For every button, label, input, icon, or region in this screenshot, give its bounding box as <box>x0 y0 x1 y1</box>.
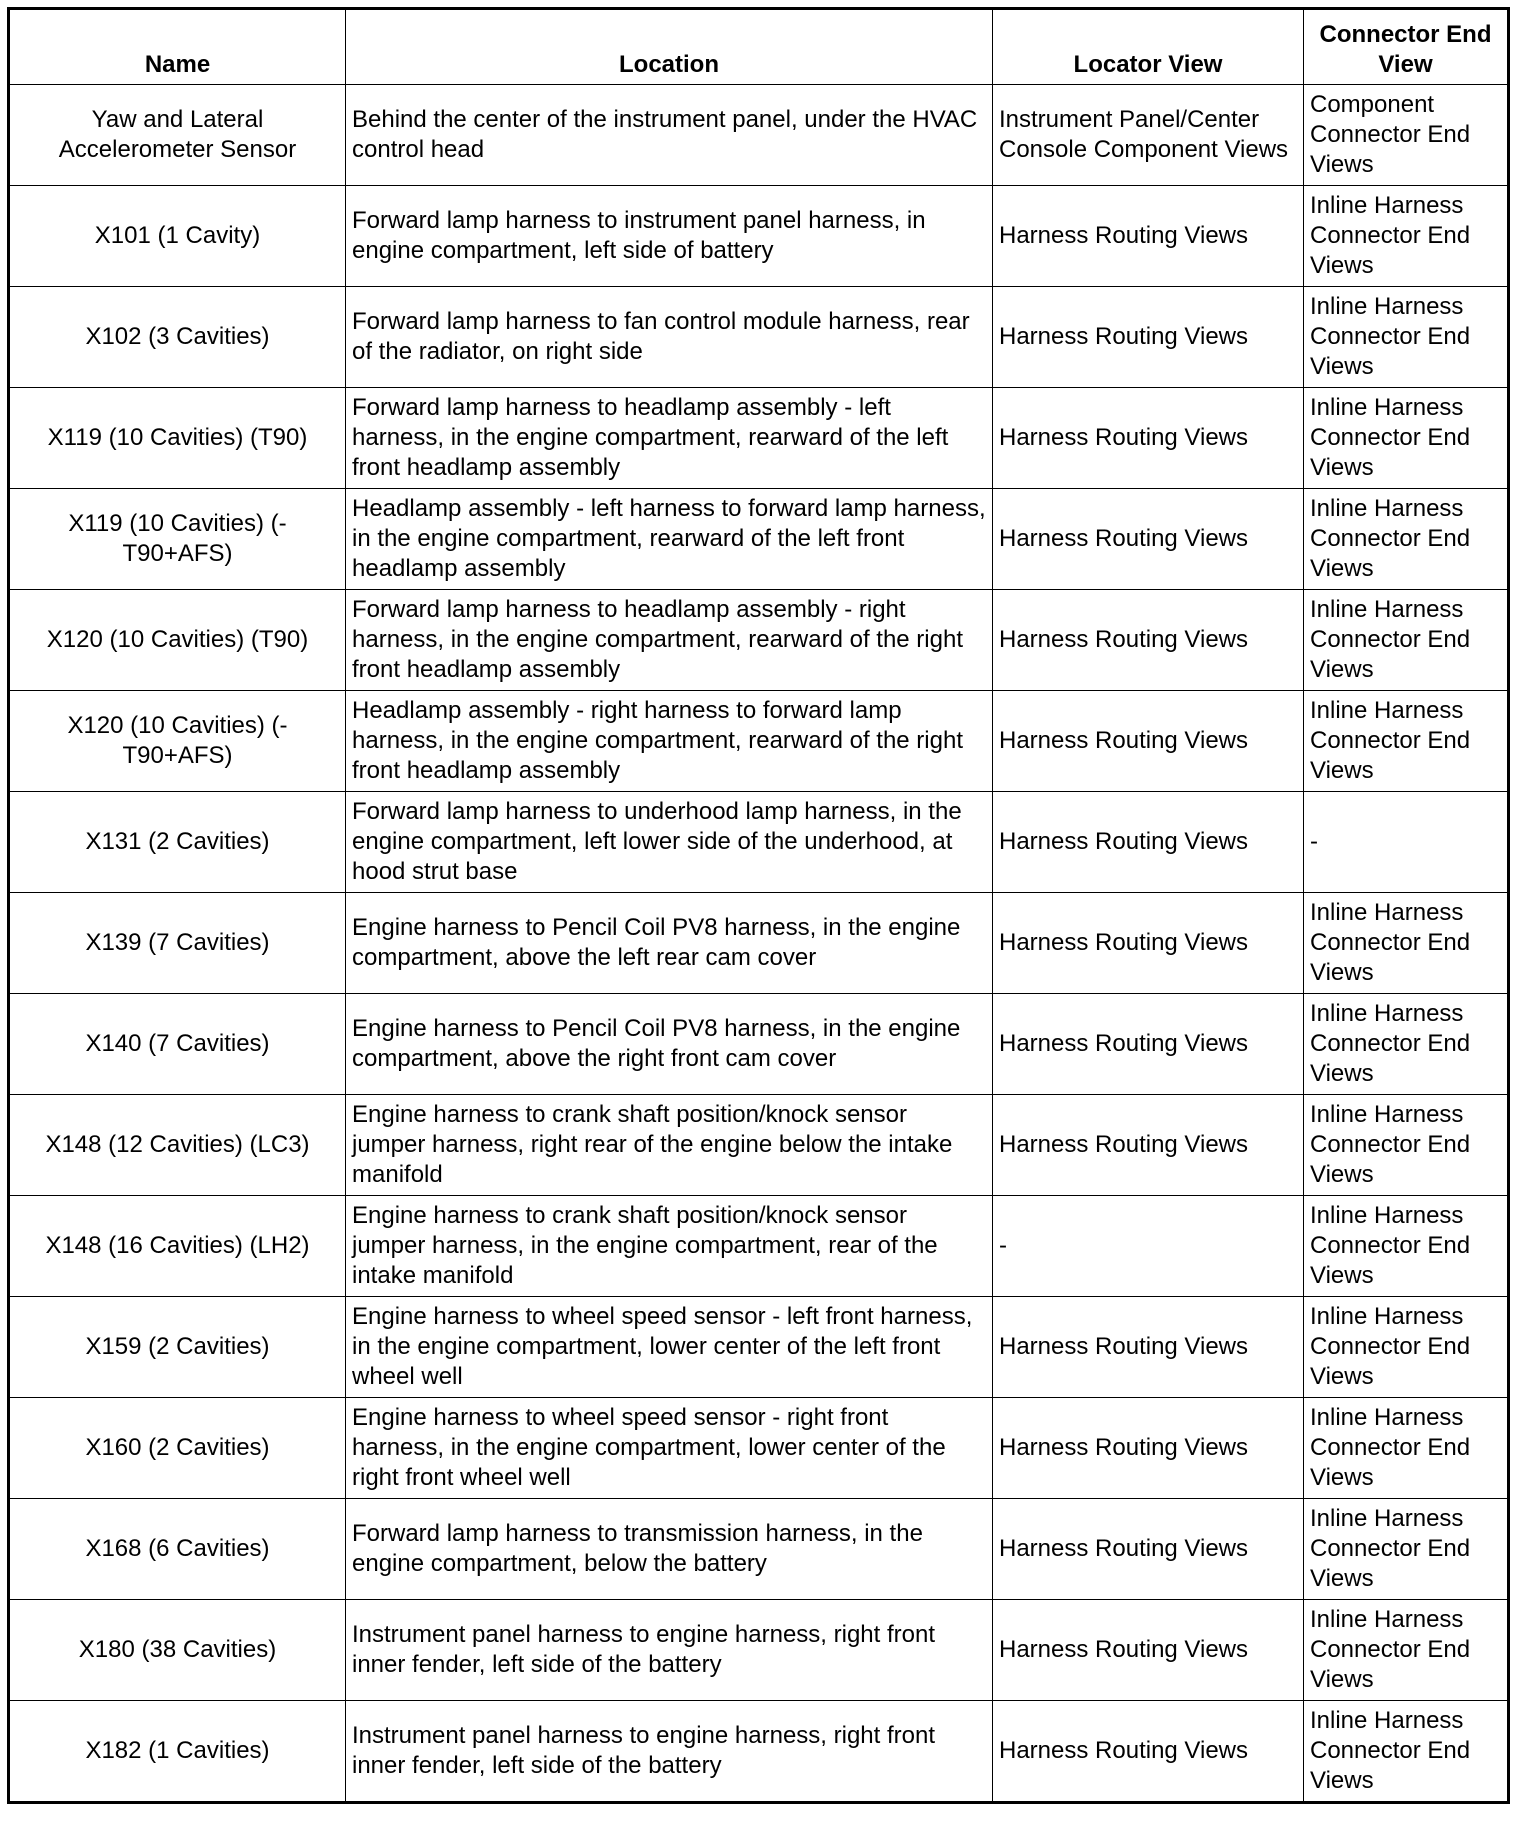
cell-connector-end-view: Inline Harness Connector End Views <box>1304 186 1509 287</box>
cell-location: Engine harness to Pencil Coil PV8 harness, in the engine compartment, above the right front cam cover <box>346 994 993 1095</box>
cell-name: X119 (10 Cavities) (T90) <box>9 388 346 489</box>
cell-locator-view: Harness Routing Views <box>993 893 1304 994</box>
cell-connector-end-view: Inline Harness Connector End Views <box>1304 489 1509 590</box>
cell-name: X119 (10 Cavities) (-T90+AFS) <box>9 489 346 590</box>
cell-connector-end-view: Inline Harness Connector End Views <box>1304 287 1509 388</box>
cell-location: Engine harness to wheel speed sensor - left front harness, in the engine compartment, lower center of the left front wheel well <box>346 1297 993 1398</box>
cell-connector-end-view: Component Connector End Views <box>1304 85 1509 186</box>
table-row <box>9 85 1509 186</box>
cell-locator-view: Harness Routing Views <box>993 1600 1304 1701</box>
cell-locator-view: Harness Routing Views <box>993 388 1304 489</box>
cell-connector-end-view: Inline Harness Connector End Views <box>1304 1701 1509 1803</box>
cell-locator-view: Harness Routing Views <box>993 1297 1304 1398</box>
connector-table-container <box>7 7 1507 1804</box>
table-row <box>9 590 1509 691</box>
table-row <box>9 287 1509 388</box>
cell-connector-end-view: Inline Harness Connector End Views <box>1304 1297 1509 1398</box>
cell-name: X131 (2 Cavities) <box>9 792 346 893</box>
table-row <box>9 1297 1509 1398</box>
cell-locator-view: Instrument Panel/Center Console Component Views <box>993 85 1304 186</box>
cell-connector-end-view: Inline Harness Connector End Views <box>1304 893 1509 994</box>
cell-locator-view: Harness Routing Views <box>993 287 1304 388</box>
cell-location: Forward lamp harness to headlamp assembly - right harness, in the engine compartment, rearward of the right front headlamp assembly <box>346 590 993 691</box>
cell-location: Engine harness to Pencil Coil PV8 harness, in the engine compartment, above the left rear cam cover <box>346 893 993 994</box>
cell-location: Instrument panel harness to engine harness, right front inner fender, left side of the battery <box>346 1600 993 1701</box>
table-row <box>9 388 1509 489</box>
table-row <box>9 691 1509 792</box>
cell-name: Yaw and Lateral Accelerometer Sensor <box>9 85 346 186</box>
table-header-row <box>9 9 1509 85</box>
cell-location: Headlamp assembly - left harness to forward lamp harness, in the engine compartment, rearward of the left front headlamp assembly <box>346 489 993 590</box>
cell-connector-end-view: Inline Harness Connector End Views <box>1304 1600 1509 1701</box>
cell-connector-end-view: Inline Harness Connector End Views <box>1304 691 1509 792</box>
cell-location: Forward lamp harness to instrument panel harness, in engine compartment, left side of battery <box>346 186 993 287</box>
cell-connector-end-view: Inline Harness Connector End Views <box>1304 590 1509 691</box>
cell-locator-view: Harness Routing Views <box>993 1701 1304 1803</box>
cell-location: Behind the center of the instrument panel, under the HVAC control head <box>346 85 993 186</box>
table-row <box>9 994 1509 1095</box>
cell-locator-view: Harness Routing Views <box>993 792 1304 893</box>
cell-name: X139 (7 Cavities) <box>9 893 346 994</box>
cell-connector-end-view: Inline Harness Connector End Views <box>1304 388 1509 489</box>
cell-connector-end-view: Inline Harness Connector End Views <box>1304 1398 1509 1499</box>
cell-name: X148 (16 Cavities) (LH2) <box>9 1196 346 1297</box>
cell-location: Forward lamp harness to underhood lamp harness, in the engine compartment, left lower side of the underhood, at hood strut base <box>346 792 993 893</box>
cell-locator-view: Harness Routing Views <box>993 1095 1304 1196</box>
cell-name: X101 (1 Cavity) <box>9 186 346 287</box>
cell-connector-end-view: Inline Harness Connector End Views <box>1304 1499 1509 1600</box>
table-row <box>9 489 1509 590</box>
cell-name: X180 (38 Cavities) <box>9 1600 346 1701</box>
cell-name: X120 (10 Cavities) (-T90+AFS) <box>9 691 346 792</box>
table-row <box>9 1095 1509 1196</box>
cell-location: Instrument panel harness to engine harness, right front inner fender, left side of the battery <box>346 1701 993 1803</box>
cell-name: X159 (2 Cavities) <box>9 1297 346 1398</box>
cell-name: X120 (10 Cavities) (T90) <box>9 590 346 691</box>
cell-locator-view: Harness Routing Views <box>993 1398 1304 1499</box>
table-row <box>9 1600 1509 1701</box>
table-row <box>9 1499 1509 1600</box>
cell-name: X140 (7 Cavities) <box>9 994 346 1095</box>
table-row <box>9 893 1509 994</box>
header-locator-view: Locator View <box>993 9 1304 85</box>
table-row <box>9 792 1509 893</box>
cell-location: Forward lamp harness to headlamp assembly - left harness, in the engine compartment, rearward of the left front headlamp assembly <box>346 388 993 489</box>
header-name: Name <box>9 9 346 85</box>
cell-location: Engine harness to wheel speed sensor - right front harness, in the engine compartment, lower center of the right front wheel well <box>346 1398 993 1499</box>
cell-locator-view: Harness Routing Views <box>993 590 1304 691</box>
cell-location: Engine harness to crank shaft position/knock sensor jumper harness, right rear of the engine below the intake manifold <box>346 1095 993 1196</box>
cell-connector-end-view: - <box>1304 792 1509 893</box>
table-row <box>9 1701 1509 1803</box>
cell-connector-end-view: Inline Harness Connector End Views <box>1304 994 1509 1095</box>
cell-name: X148 (12 Cavities) (LC3) <box>9 1095 346 1196</box>
connector-locations-table <box>7 7 1510 1804</box>
cell-name: X102 (3 Cavities) <box>9 287 346 388</box>
header-location: Location <box>346 9 993 85</box>
cell-locator-view: Harness Routing Views <box>993 994 1304 1095</box>
cell-location: Forward lamp harness to fan control module harness, rear of the radiator, on right side <box>346 287 993 388</box>
table-row <box>9 186 1509 287</box>
cell-locator-view: Harness Routing Views <box>993 186 1304 287</box>
table-row <box>9 1398 1509 1499</box>
cell-location: Engine harness to crank shaft position/knock sensor jumper harness, in the engine compartment, rear of the intake manifold <box>346 1196 993 1297</box>
header-connector-end-view: Connector End View <box>1304 9 1509 85</box>
cell-location: Headlamp assembly - right harness to forward lamp harness, in the engine compartment, rearward of the right front headlamp assembly <box>346 691 993 792</box>
cell-locator-view: Harness Routing Views <box>993 1499 1304 1600</box>
cell-connector-end-view: Inline Harness Connector End Views <box>1304 1196 1509 1297</box>
cell-connector-end-view: Inline Harness Connector End Views <box>1304 1095 1509 1196</box>
cell-locator-view: - <box>993 1196 1304 1297</box>
cell-name: X182 (1 Cavities) <box>9 1701 346 1803</box>
cell-locator-view: Harness Routing Views <box>993 691 1304 792</box>
cell-name: X168 (6 Cavities) <box>9 1499 346 1600</box>
cell-location: Forward lamp harness to transmission harness, in the engine compartment, below the battery <box>346 1499 993 1600</box>
table-body <box>9 85 1509 1803</box>
table-row <box>9 1196 1509 1297</box>
cell-name: X160 (2 Cavities) <box>9 1398 346 1499</box>
cell-locator-view: Harness Routing Views <box>993 489 1304 590</box>
